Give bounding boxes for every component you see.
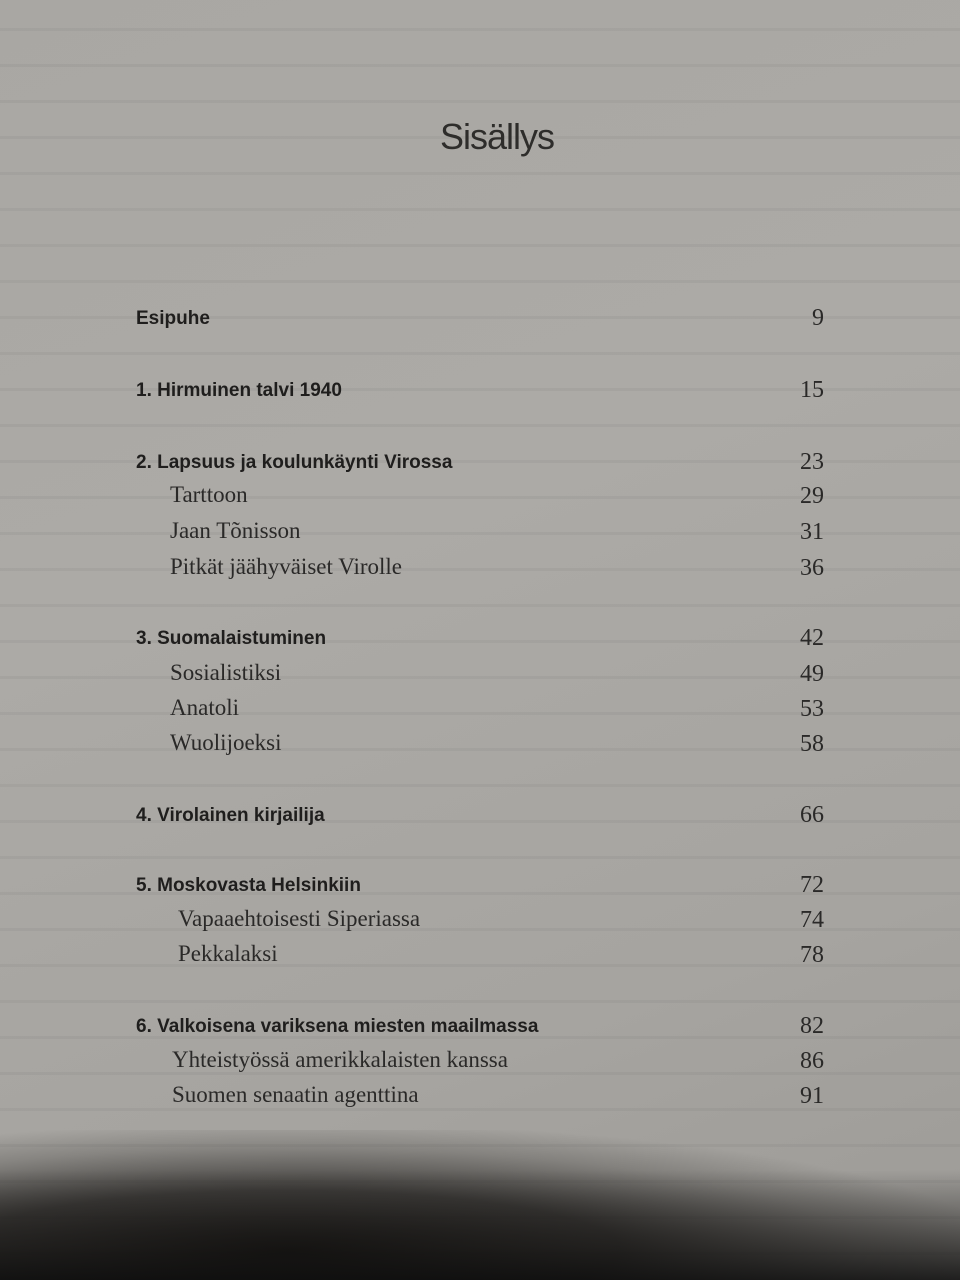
page-number: 78: [800, 942, 824, 968]
chapter-title: 6. Valkoisena variksena miesten maailmassa: [136, 1016, 539, 1037]
chapter-title: 3. Suomalaistuminen: [136, 628, 327, 649]
page-number: 49: [800, 661, 824, 687]
toc-entry: [0, 550, 960, 584]
toc-entry: [0, 478, 960, 512]
toc-entry: [0, 300, 960, 334]
page-number: 72: [800, 872, 824, 898]
section-title: Jaan Tõnisson: [170, 518, 301, 543]
page-number: 91: [800, 1083, 824, 1109]
toc-entry: [0, 372, 960, 406]
page-number: 86: [800, 1048, 824, 1074]
chapter-title: 5. Moskovasta Helsinkiin: [136, 875, 361, 896]
section-title: Pekkalaksi: [178, 941, 278, 966]
section-title: Anatoli: [170, 695, 239, 720]
page-number: 15: [800, 377, 824, 403]
page-number: 66: [800, 802, 824, 828]
page-number: 58: [800, 731, 824, 757]
page-number: 74: [800, 907, 824, 933]
chapter-title: 1. Hirmuinen talvi 1940: [136, 380, 342, 401]
toc-entry: [0, 867, 960, 901]
page-number: 9: [812, 305, 824, 331]
section-title: Yhteistyössä amerikkalaisten kanssa: [172, 1047, 508, 1072]
toc-entry: [0, 514, 960, 548]
chapter-title: Esipuhe: [136, 308, 210, 329]
section-title: Tarttoon: [170, 482, 248, 507]
toc-entry: [0, 902, 960, 936]
page-number: 53: [800, 696, 824, 722]
chapter-title: 4. Virolainen kirjailija: [136, 805, 325, 826]
section-title: Sosialistiksi: [170, 660, 282, 685]
toc-entry: [0, 444, 960, 478]
toc-entry: [0, 1043, 960, 1077]
section-title: Vapaaehtoisesti Siperiassa: [178, 906, 421, 931]
bottom-shadow: [0, 1170, 960, 1280]
toc-entry: [0, 620, 960, 654]
chapter-title: 2. Lapsuus ja koulunkäynti Virossa: [136, 452, 453, 473]
section-title: Pitkät jäähyväiset Virolle: [170, 554, 402, 579]
toc-entry: [0, 797, 960, 831]
toc-entry: [0, 1008, 960, 1042]
page-number: 23: [800, 449, 824, 475]
page-number: 42: [800, 625, 824, 651]
page-number: 82: [800, 1013, 824, 1039]
page-number: 29: [800, 483, 824, 509]
toc-entry: [0, 691, 960, 725]
section-title: Wuolijoeksi: [170, 730, 282, 755]
page-number: 31: [800, 519, 824, 545]
toc-entry: [0, 656, 960, 690]
page-title: Sisällys: [439, 116, 555, 157]
toc-entry: [0, 726, 960, 760]
toc-entry: [0, 1078, 960, 1112]
section-title: Suomen senaatin agenttina: [172, 1082, 419, 1107]
toc-entry: [0, 937, 960, 971]
page-number: 36: [800, 555, 824, 581]
